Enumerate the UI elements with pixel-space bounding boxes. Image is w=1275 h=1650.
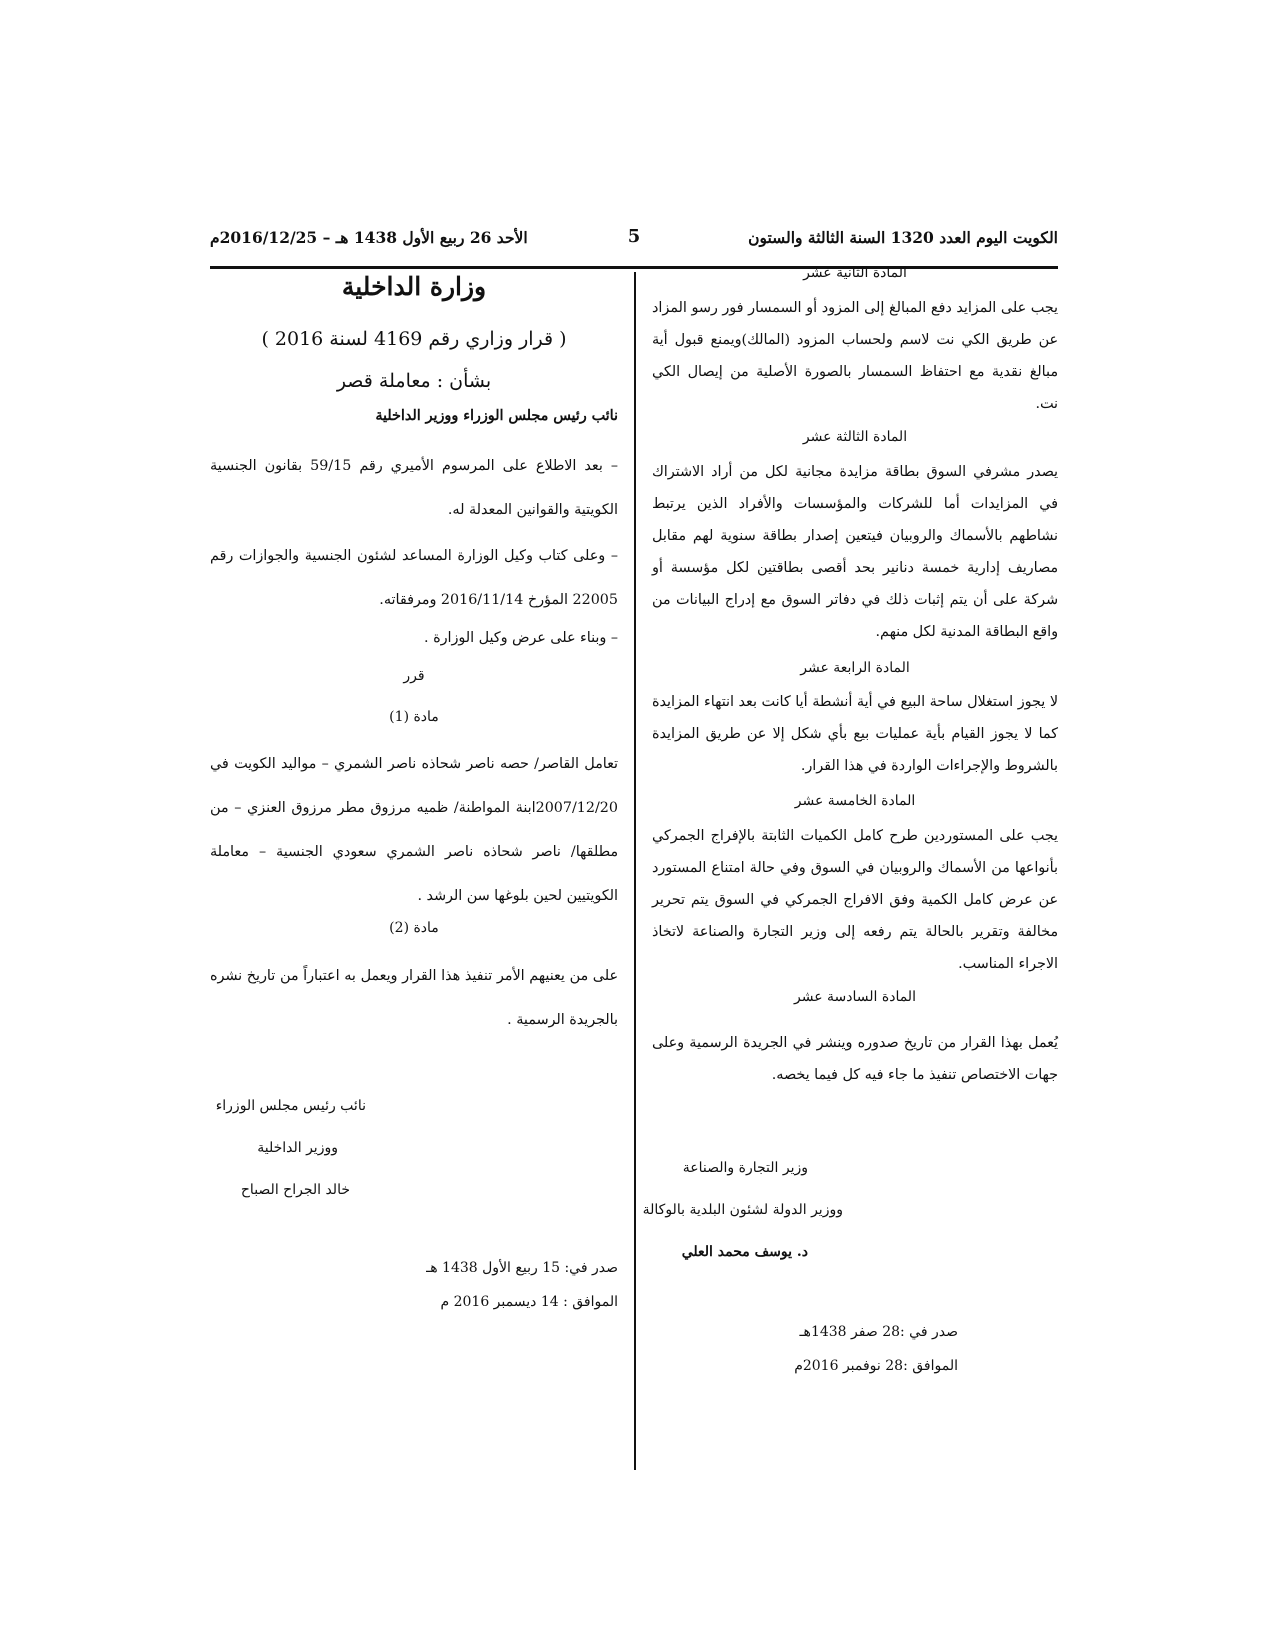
issue-date-hijri: صدر في :28 صفر 1438هـ [799, 1324, 958, 1340]
issue-date-gregorian: الموافق :28 نوفمبر 2016م [794, 1358, 958, 1374]
gazette-issue-info: الكويت اليوم العدد 1320 السنة الثالثة والستون [748, 228, 1058, 247]
article-1-title: مادة (1) [389, 709, 439, 725]
signatory-name: د. يوسف محمد العلي [681, 1244, 808, 1260]
issue-date-hijri: صدر في: 15 ربيع الأول 1438 هـ [426, 1260, 618, 1276]
signatory-title-2: ووزير الداخلية [257, 1140, 338, 1156]
article-2-body: على من يعنيهم الأمر تنفيذ هذا القرار ويعمل به اعتباراً من تاريخ نشره بالجريدة الرسمية . [210, 968, 618, 1028]
article-14-body: لا يجوز استغلال ساحة البيع في أية أنشطة أيا كانت بعد انتهاء المزايدة كما لا يجوز القيام بأية عمليات بيع بأي شكل إلا عن طريق المزايدة بالشروط والإجراءات الواردة في هذا القرار. [652, 694, 1058, 774]
signatory-title-1: نائب رئيس مجلس الوزراء [215, 1098, 366, 1114]
article-16-title: المادة السادسة عشر [794, 989, 916, 1005]
signatory-title-1: وزير التجارة والصناعة [682, 1160, 808, 1176]
article-15-title: المادة الخامسة عشر [794, 793, 916, 809]
issuing-authority: نائب رئيس مجلس الوزراء ووزير الداخلية [375, 408, 618, 424]
recital-1: – بعد الاطلاع على المرسوم الأميري رقم 59/15 بقانون الجنسية الكويتية والقوانين المعدلة له. [210, 458, 618, 518]
article-12-title: المادة الثانية عشر [803, 265, 907, 281]
column-divider [634, 272, 636, 1470]
article-12-body: يجب على المزايد دفع المبالغ إلى المزود أو السمسار فور رسو المزاد عن طريق الكي نت لاسم ولحساب المزود (المالك)ويمنع قبول أية مبالغ نقدية مع احتفاظ السمسار بالصورة الأصلية من إيصال الكي نت. [652, 300, 1058, 412]
article-1-body: تعامل القاصر/ حصه ناصر شحاذه ناصر الشمري – مواليد الكويت في 2007/12/20ابنة المواطنة/ ظميه مرزوق مطر مرزوق العنزي – من مطلقها/ ناصر شحاذه ناصر الشمري سعودي الجنسية – معاملة الكويتيين لحين بلوغها سن الرشد . [210, 756, 618, 904]
issue-date-gregorian: الموافق : 14 ديسمبر 2016 م [440, 1294, 618, 1310]
recital-2: – وعلى كتاب وكيل الوزارة المساعد لشئون الجنسية والجوازات رقم 22005 المؤرخ 2016/11/14 ومرفقاته. [210, 548, 618, 608]
recital-3: – وبناء على عرض وكيل الوزارة . [424, 630, 618, 646]
ministry-title: وزارة الداخلية [341, 272, 487, 301]
article-16-body: يُعمل بهذا القرار من تاريخ صدوره وينشر في الجريدة الرسمية وعلى جهات الاختصاص تنفيذ ما جاء فيه كل فيما يخصه. [652, 1035, 1058, 1083]
article-14-title: المادة الرابعة عشر [800, 660, 910, 676]
article-13-title: المادة الثالثة عشر [802, 429, 908, 445]
signatory-title-2: ووزير الدولة لشئون البلدية بالوكالة [642, 1202, 843, 1218]
issue-date: الأحد 26 ربيع الأول 1438 هـ – 2016/12/25م [210, 228, 528, 247]
decided-label: قرر [403, 668, 425, 684]
article-13-body: يصدر مشرفي السوق بطاقة مزايدة مجانية لكل من أراد الاشتراك في المزايدات أما للشركات والمؤسسات والأفراد الذين يرتبط نشاطهم بالأسماك والروبيان فيتعين إصدار بطاقة سنوية لهم مقابل مصاريف إدارية خمسة دنانير بحد أقصى بطاقتين لكل مؤسسة أو شركة على أن يتم إثبات ذلك في دفاتر السوق مع إدراج البيانات من واقع البطاقة المدنية لكل منهم. [652, 464, 1058, 640]
page-header [210, 228, 1058, 258]
article-2-title: مادة (2) [389, 920, 439, 936]
decree-subject: بشأن : معاملة قصر [336, 370, 492, 392]
signatory-name: خالد الجراح الصباح [240, 1182, 350, 1198]
article-15-body: يجب على المستوردين طرح كامل الكميات الثابتة بالإفراج الجمركي بأنواعها من الأسماك والروبيان في السوق وفي حالة امتناع المستورد عن عرض كامل الكمية وفق الافراج الجمركي في السوق يتم تحرير مخالفة وتقرير بالحالة يتم رفعه إلى وزير التجارة والصناعة لاتخاذ الاجراء المناسب. [652, 828, 1058, 972]
decree-number: ( قرار وزاري رقم 4169 لسنة 2016 ) [261, 328, 567, 350]
page-number: 5 [627, 226, 641, 247]
